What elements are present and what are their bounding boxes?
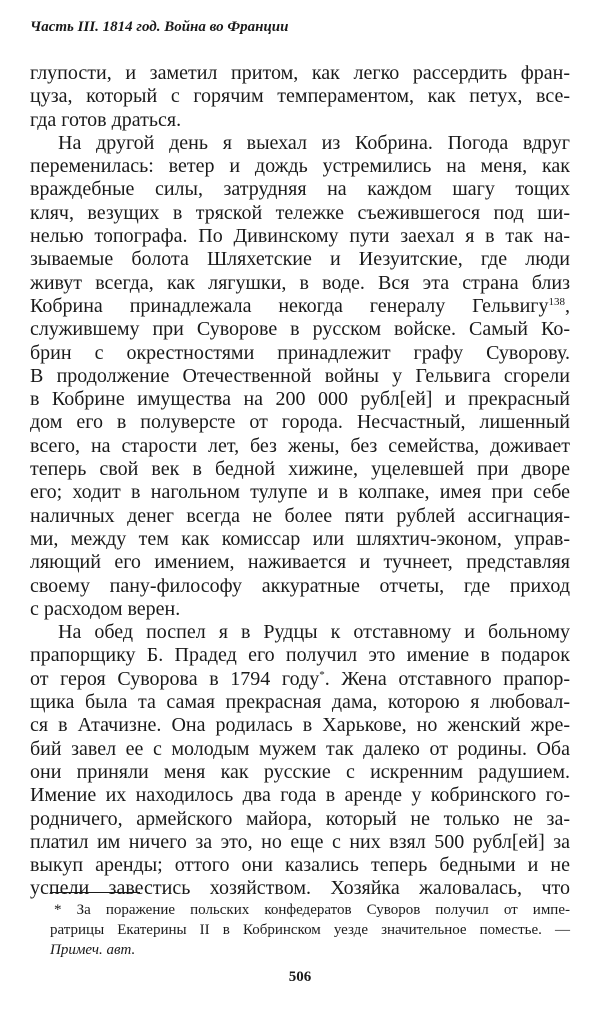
text-line: ся в Атачизне. Она родилась в Харькове, но женский жре- bbox=[30, 714, 570, 737]
text-line: враждебные силы, затрудняя на каждом шагу тощих bbox=[30, 178, 570, 201]
footnote-attribution: Примеч. авт. bbox=[50, 942, 136, 958]
text-line: его; ходит в нагольном тулупе и в колпаке, имея при себе bbox=[30, 481, 570, 504]
text-line: с расходом верен. bbox=[30, 597, 181, 620]
footnote-separator bbox=[50, 892, 140, 893]
text-line: выкуп аренды; оттого они казались теперь бедными и не bbox=[30, 854, 570, 877]
footnote-text: За поражение польских конфедератов Суворов получил от импе- bbox=[61, 902, 570, 918]
footnote-marker: * bbox=[54, 902, 62, 918]
main-text bbox=[30, 62, 570, 901]
text-line: наличных денег всегда не более пяти рублей ассигнация- bbox=[30, 504, 570, 527]
text-line-with-note-ref bbox=[30, 668, 570, 691]
note-ref-138: 138 bbox=[548, 295, 565, 308]
text-line: в Кобрине имущества на 200 000 рубл[ей] и прекрасный bbox=[30, 388, 570, 411]
page-number: 506 bbox=[288, 969, 312, 985]
text-line: брин с окрестностями принадлежит графу Суворову. bbox=[30, 341, 570, 364]
text-line: они приняли меня как русские с искренним радушием. bbox=[30, 760, 570, 783]
text-line: цуза, который с горячим темпераментом, как петух, все- bbox=[30, 85, 570, 108]
text-line: успели завестись хозяйством. Хозяйка жаловалась, что bbox=[30, 877, 570, 900]
text-line: служившему при Суворове в русском войске. Самый Ко- bbox=[30, 318, 570, 341]
text-line: ляющий его имением, наживается и тучнеет, представляя bbox=[30, 551, 570, 574]
line-text: от героя Суворова в 1794 году bbox=[30, 667, 320, 690]
text-line: родничего, армейского майора, который не только не за- bbox=[30, 807, 570, 830]
text-line-with-note-ref bbox=[30, 295, 570, 318]
text-line: бий завел ее с молодым мужем так далеко от родины. Оба bbox=[30, 737, 570, 760]
text-line: прапорщику Б. Прадед его получил это имение в подарок bbox=[30, 644, 570, 667]
text-line: На обед поспел я в Рудцы к отставному и больному bbox=[58, 621, 570, 644]
text-line: В продолжение Отечественной войны у Гельвига сгорели bbox=[30, 364, 570, 387]
footnote bbox=[50, 900, 570, 960]
running-head: Часть III. 1814 год. Война во Франции bbox=[30, 19, 289, 35]
footnote-line bbox=[50, 900, 570, 920]
text-line: зываемые болота Шляхетские и Иезуитские, где люди bbox=[30, 248, 570, 271]
text-line: теперь свой век в бедной хижине, уцелевшей при дворе bbox=[30, 458, 570, 481]
note-ref-star: * bbox=[319, 668, 325, 681]
text-line: кляч, везущих в тряской тележке съежившегося под ши- bbox=[30, 201, 570, 224]
text-line: На другой день я выехал из Кобрина. Погода вдруг bbox=[58, 131, 570, 154]
text-line: живут всегда, как лягушки, в воде. Вся эта страна близ bbox=[30, 271, 570, 294]
text-line: переменилась: ветер и дождь устремились на меня, как bbox=[30, 155, 570, 178]
text-line: дом его в полуверсте от города. Несчастный, лишенный bbox=[30, 411, 570, 434]
text-line: гда готов драться. bbox=[30, 108, 182, 131]
text-line: щика была та самая прекрасная дама, которою я любовал- bbox=[30, 691, 570, 714]
text-line: ми, между тем как комиссар или шляхтич-эконом, управ- bbox=[30, 527, 570, 550]
text-line: глупости, и заметил притом, как легко рассердить фран- bbox=[30, 62, 570, 84]
line-text-tail: , bbox=[565, 294, 570, 317]
footnote-line: ратрицы Екатерины II в Кобринском уезде значительное поместье. — bbox=[50, 922, 570, 938]
line-text: Кобрина принадлежала некогда генералу Гельвигу bbox=[30, 294, 549, 317]
text-line: платил им ничего за это, но еще с них взял 500 рубл[ей] за bbox=[30, 830, 570, 853]
text-line: всего, на старости лет, без жены, без семейства, доживает bbox=[30, 434, 570, 457]
text-line: нелью топографа. По Дивинскому пути заехал я в так на- bbox=[30, 225, 570, 248]
text-line: Имение их находилось два года в аренде у кобринского го- bbox=[30, 784, 570, 807]
text-line: своему пану-философу аккуратные отчеты, где приход bbox=[30, 574, 570, 597]
footnote-line bbox=[50, 940, 570, 960]
line-text-tail: . Жена отставного прапор- bbox=[324, 667, 570, 690]
